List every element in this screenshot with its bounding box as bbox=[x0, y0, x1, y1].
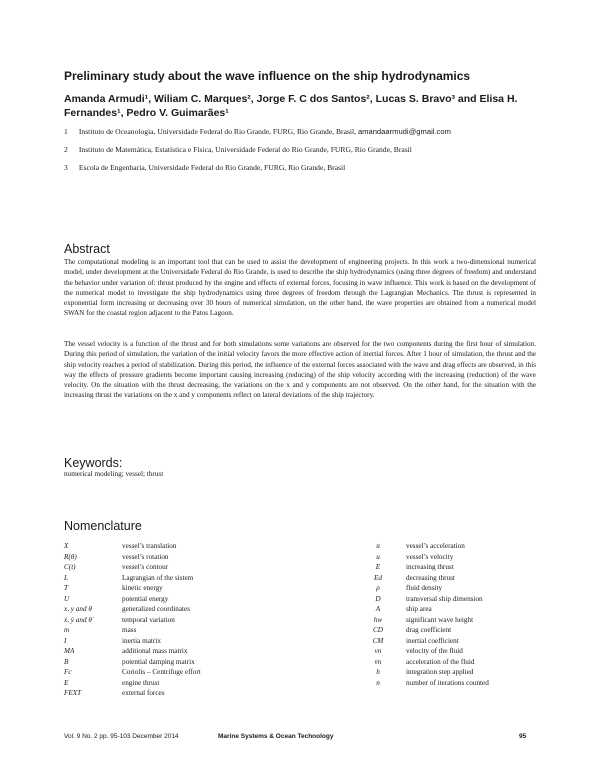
nomenclature-left-column bbox=[64, 541, 201, 699]
nomenclature-row bbox=[64, 583, 201, 594]
nomenclature-symbol: X bbox=[64, 542, 69, 550]
affiliation-number: 1 bbox=[64, 127, 68, 136]
nomenclature-row bbox=[350, 615, 489, 626]
nomenclature-description: kinetic energy bbox=[122, 584, 163, 592]
nomenclature-symbol: E bbox=[64, 678, 69, 687]
nomenclature-description: increasing thrust bbox=[406, 563, 454, 571]
nomenclature-row bbox=[64, 573, 201, 584]
nomenclature-row bbox=[350, 583, 489, 594]
nomenclature-description: decreasing thrust bbox=[406, 573, 455, 582]
abstract-heading: Abstract bbox=[64, 242, 110, 256]
affiliation-2 bbox=[64, 145, 412, 154]
nomenclature-symbol: T bbox=[64, 584, 68, 592]
footer-journal-name: Marine Systems & Ocean Technology bbox=[218, 733, 334, 740]
nomenclature-description: ship area bbox=[406, 605, 432, 613]
nomenclature-description: inertial coefficient bbox=[406, 636, 459, 645]
nomenclature-symbol: CD bbox=[373, 626, 383, 634]
nomenclature-symbol: ρ bbox=[376, 584, 380, 592]
nomenclature-description: potential energy bbox=[122, 594, 169, 603]
nomenclature-symbol: R(θ) bbox=[64, 552, 77, 561]
nomenclature-description: Lagrangian of the sistem bbox=[122, 573, 194, 582]
affiliation-text: Instituto de Oceanologia, Universidade Federal do Rio Grande, FURG, Rio Grande, Brasil, bbox=[78, 127, 357, 136]
nomenclature-description: external forces bbox=[122, 689, 165, 697]
nomenclature-description: generalized coordinates bbox=[122, 605, 191, 613]
nomenclature-heading: Nomenclature bbox=[64, 519, 142, 533]
nomenclature-description: inertia matrix bbox=[122, 636, 161, 645]
nomenclature-symbol: h bbox=[376, 668, 380, 676]
nomenclature-description: acceleration of the fluid bbox=[406, 657, 475, 666]
nomenclature-description: vessel’s contour bbox=[122, 563, 169, 571]
nomenclature-row bbox=[350, 657, 489, 668]
nomenclature-row bbox=[64, 604, 201, 615]
nomenclature-symbol: D bbox=[375, 594, 381, 603]
footer-page-number: 95 bbox=[519, 733, 527, 740]
nomenclature-row bbox=[64, 562, 201, 573]
nomenclature-symbol: x, y and θ bbox=[64, 605, 92, 613]
nomenclature-description: integration step applied bbox=[406, 668, 474, 676]
affiliation-1 bbox=[64, 127, 451, 136]
nomenclature-description: temporal variation bbox=[122, 615, 175, 624]
nomenclature-row bbox=[64, 625, 201, 636]
keywords-text: numerical modeling; vessel; thrust bbox=[64, 470, 164, 478]
nomenclature-description: vessel’s velocity bbox=[406, 552, 454, 561]
nomenclature-description: transversal ship dimension bbox=[406, 594, 483, 603]
nomenclature-symbol: u bbox=[376, 552, 380, 561]
nomenclature-description: additional mass matrix bbox=[122, 647, 188, 655]
nomenclature-symbol: I bbox=[64, 636, 67, 645]
nomenclature-row bbox=[350, 678, 489, 689]
affiliation-3 bbox=[64, 163, 345, 172]
nomenclature-row bbox=[64, 615, 201, 626]
affiliation-number: 3 bbox=[64, 163, 68, 172]
nomenclature-row bbox=[64, 688, 201, 699]
nomenclature-row bbox=[350, 594, 489, 605]
nomenclature-row bbox=[350, 573, 489, 584]
nomenclature-row bbox=[350, 625, 489, 636]
nomenclature-symbol: hw bbox=[373, 615, 383, 624]
nomenclature-symbol: A bbox=[375, 605, 381, 613]
nomenclature-symbol: vn bbox=[374, 647, 382, 655]
abstract-paragraph-2: The vessel velocity is a function of the thrust and for both simulations some variations are observed for the two components during the first hour of simulation. During this period of simulation, the variation of the initial velocity favors the more effective action of inertial forces. After 1 hour of simulation, the thrust and the ship velocity reaches a period of stabilization. During this period, the influence of the external forces associated with the wave and drag effects are observed, in this way the effects of pressure gradients become important causing increasing (reducing) of the ship velocity according with the increasing (reduction) of the wave velocity. On the situation with the thrust decreasing, the variations on the x and y components are not observed. On the other hand, for the situation with the increasing thrust the variations on the x and y components reflect on lateral deviations of the ship trajectory. bbox=[64, 340, 536, 400]
nomenclature-row bbox=[64, 636, 201, 647]
nomenclature-description: significant wave height bbox=[406, 615, 474, 624]
nomenclature-row bbox=[350, 604, 489, 615]
nomenclature-row bbox=[64, 541, 201, 552]
nomenclature-right-column bbox=[350, 541, 489, 688]
paper-title: Preliminary study about the wave influence on the ship hydrodynamics bbox=[64, 69, 471, 83]
nomenclature-row bbox=[64, 667, 201, 678]
nomenclature-symbol: B bbox=[64, 657, 69, 666]
nomenclature-symbol: U bbox=[64, 594, 70, 603]
nomenclature-row bbox=[350, 552, 489, 563]
nomenclature-row bbox=[350, 667, 489, 678]
nomenclature-row bbox=[64, 678, 201, 689]
affiliation-text: Escola de Engenharia, Universidade Federal do Rio Grande, FURG, Rio Grande, Brasil bbox=[78, 163, 346, 172]
nomenclature-row bbox=[64, 552, 201, 563]
nomenclature-symbol: MA bbox=[64, 647, 75, 655]
nomenclature-symbol: CM bbox=[372, 636, 384, 645]
footer-journal-issue: Vol. 9 No. 2 pp. 95-103 December 2014 bbox=[64, 733, 179, 740]
nomenclature-symbol: v̇n bbox=[374, 657, 382, 666]
nomenclature-symbol: m bbox=[64, 626, 70, 634]
nomenclature-symbol: E bbox=[375, 563, 381, 571]
nomenclature-description: vessel’s acceleration bbox=[406, 542, 465, 550]
nomenclature-row bbox=[350, 541, 489, 552]
nomenclature-row bbox=[350, 636, 489, 647]
nomenclature-row bbox=[64, 646, 201, 657]
nomenclature-symbol: u̇ bbox=[376, 542, 380, 550]
nomenclature-row bbox=[64, 657, 201, 668]
nomenclature-description: drag coefficient bbox=[406, 626, 452, 634]
nomenclature-description: potential damping matrix bbox=[122, 657, 195, 666]
nomenclature-description: vessel’s translation bbox=[122, 542, 177, 550]
nomenclature-symbol: Fc bbox=[64, 668, 72, 676]
author-list: Amanda Armudi¹, Wiliam C. Marques², Jorge F. C dos Santos², Lucas S. Bravo³ and Elisa H. Fernandes¹, Pedro V. Guimarães¹ bbox=[64, 93, 518, 119]
affiliation-number: 2 bbox=[64, 145, 68, 154]
nomenclature-description: Coriolis – Centrifuge effort bbox=[122, 668, 201, 676]
nomenclature-description: velocity of the fluid bbox=[406, 647, 463, 655]
nomenclature-symbol: L bbox=[64, 573, 68, 582]
author-email[interactable]: amandaarmudi@gmail.com bbox=[357, 127, 451, 136]
nomenclature-description: vessel’s rotation bbox=[122, 552, 169, 561]
nomenclature-symbol: FEXT bbox=[64, 689, 82, 697]
nomenclature-description: mass bbox=[122, 626, 137, 634]
nomenclature-symbol: Ed bbox=[374, 573, 382, 582]
keywords-heading: Keywords: bbox=[64, 456, 123, 470]
nomenclature-row bbox=[64, 594, 201, 605]
nomenclature-description: engine thrust bbox=[122, 678, 160, 687]
nomenclature-description: fluid density bbox=[406, 584, 443, 592]
nomenclature-row bbox=[350, 646, 489, 657]
nomenclature-symbol: ẋ, ẏ and θ̇ bbox=[64, 615, 92, 624]
affiliation-text: Instituto de Matemática, Estatística e Física, Universidade Federal do Rio Grande, FURG, Rio Grande, Brasil bbox=[78, 145, 412, 154]
nomenclature-symbol: C(t) bbox=[64, 563, 76, 571]
abstract-paragraph-1: The computational modeling is an important tool that can be used to assist the development of engineering projects. In this work a two-dimensional numerical model, under development at the Universidade Federal do Rio Grande, is used to describe the ship hydrodynamics (using three degrees of freedom) and understand the behavior under variation of: thrust produced by the engine and effects of external forces, focusing in wave influence. This work is based on the development of the numerical model to investigate the ship hydrodynamics using three degrees of freedom through the Lagrangian Mechanics. The thrust is represented in exponential form increasing or decreasing over 30 hours of numerical simulation, on the other hand, the wave properties are obtained from a numerical model SWAN for the coastal region adjacent to the Patos Lagoon. bbox=[64, 258, 536, 318]
nomenclature-row bbox=[350, 562, 489, 573]
nomenclature-symbol: n bbox=[376, 678, 380, 687]
nomenclature-description: number of iterations counted bbox=[406, 678, 489, 687]
